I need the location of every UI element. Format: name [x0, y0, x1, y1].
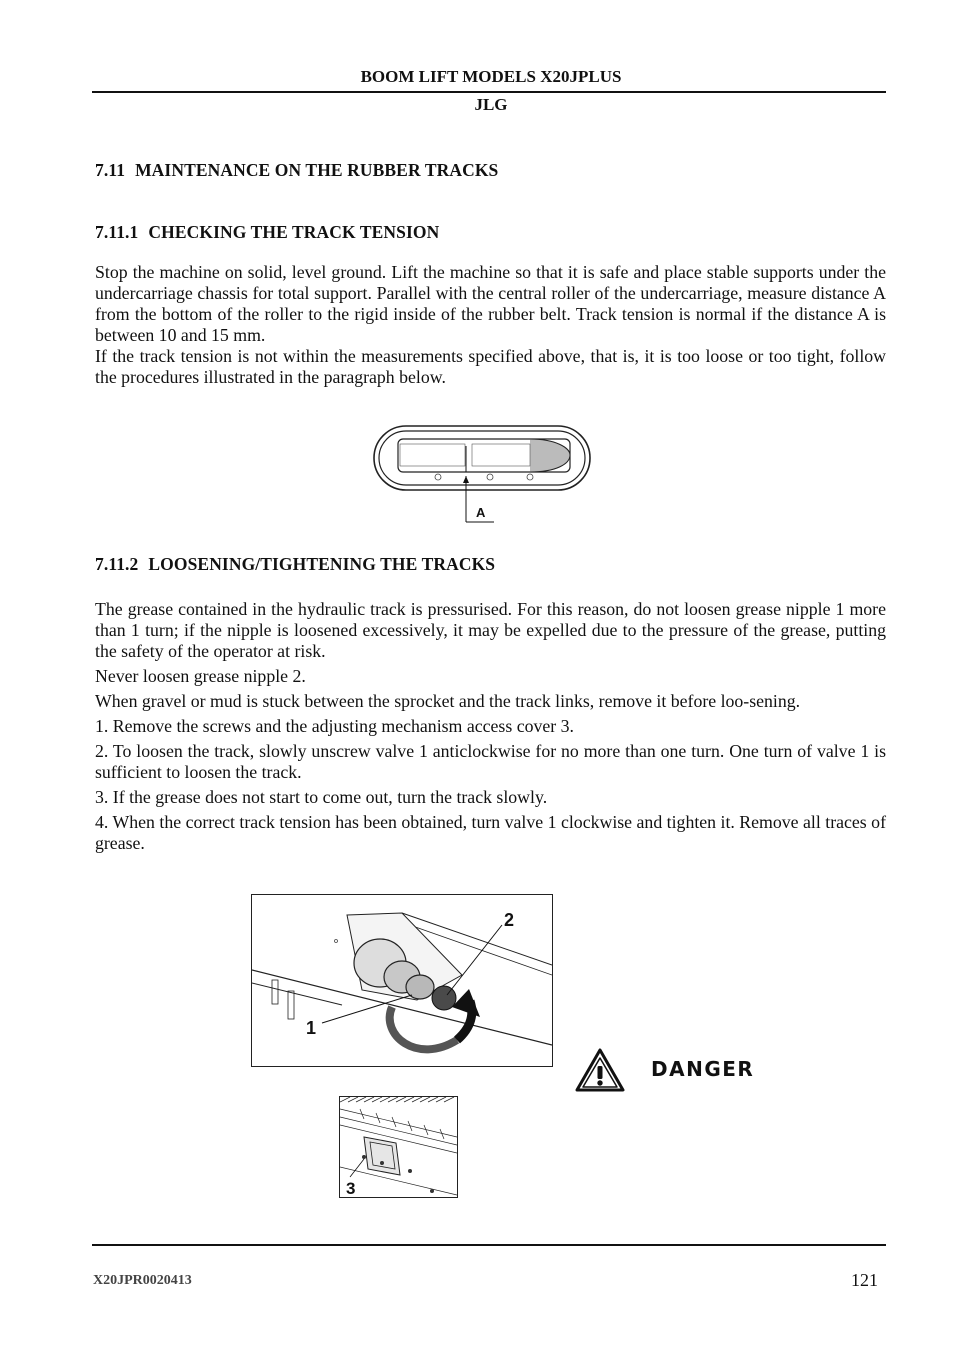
callout-3: 3: [346, 1179, 356, 1198]
subsection-number-1: 7.11.1: [95, 222, 139, 242]
paragraph: 3. If the grease does not start to come out, turn the track slowly.: [95, 787, 548, 807]
paragraph: When gravel or mud is stuck between the sprocket and the track links, remove it before loo-sening.: [95, 691, 801, 711]
callout-2: 2: [504, 910, 515, 930]
track-tension-figure: [370, 422, 595, 526]
grease-nipple-figure: [251, 894, 553, 1067]
access-cover-figure: [339, 1096, 458, 1198]
subsection-title-1: CHECKING THE TRACK TENSION: [148, 222, 440, 242]
page-number: 121: [851, 1270, 878, 1290]
section-number: 7.11: [95, 160, 126, 180]
footer-rule: [92, 1244, 886, 1246]
paragraph: 4. When the correct track tension has been obtained, turn valve 1 clockwise and tighten it. Remove all traces of grease.: [95, 812, 886, 853]
section-title: MAINTENANCE ON THE RUBBER TRACKS: [135, 160, 499, 180]
paragraph: Stop the machine on solid, level ground. Lift the machine so that it is safe and place stable supports under the undercarriage chassis for total support. Parallel with the central roller of the undercarriage, measure distance A from the bottom of the roller to the rigid inside of the rubber belt. Track tension is normal if the distance A is between 10 and 15 mm.: [95, 262, 886, 345]
subsection-1-body: [95, 262, 886, 388]
dimension-label-a: A: [476, 505, 486, 520]
subsection-heading-2: [95, 554, 495, 575]
danger-label: DANGER: [651, 1057, 755, 1081]
paragraph: If the track tension is not within the measurements specified above, that is, it is too loose or too tight, follow the procedures illustrated in the paragraph below.: [95, 346, 886, 387]
callout-1: 1: [306, 1018, 317, 1038]
document-code: X20JPR0020413: [93, 1273, 192, 1288]
warning-triangle-icon: [574, 1047, 626, 1093]
subsection-number-2: 7.11.2: [95, 554, 139, 574]
paragraph: 2. To loosen the track, slowly unscrew valve 1 anticlockwise for no more than one turn. One turn of valve 1 is sufficient to loosen the track.: [95, 741, 886, 782]
paragraph: The grease contained in the hydraulic track is pressurised. For this reason, do not loosen grease nipple 1 more than 1 turn; if the nipple is loosened excessively, it may be expelled due to the pressure of the grease, putting the safety of the operator at risk.: [95, 599, 886, 661]
header-title: BOOM LIFT MODELS X20JPLUS: [360, 67, 622, 86]
subsection-title-2: LOOSENING/TIGHTENING THE TRACKS: [148, 554, 496, 574]
header-brand: JLG: [474, 95, 508, 114]
section-heading: [95, 160, 498, 181]
paragraph: 1. Remove the screws and the adjusting mechanism access cover 3.: [95, 716, 574, 736]
subsection-heading-1: [95, 222, 439, 243]
paragraph: Never loosen grease nipple 2.: [95, 666, 306, 686]
header-rule: [92, 91, 886, 93]
subsection-2-body: [95, 599, 886, 858]
